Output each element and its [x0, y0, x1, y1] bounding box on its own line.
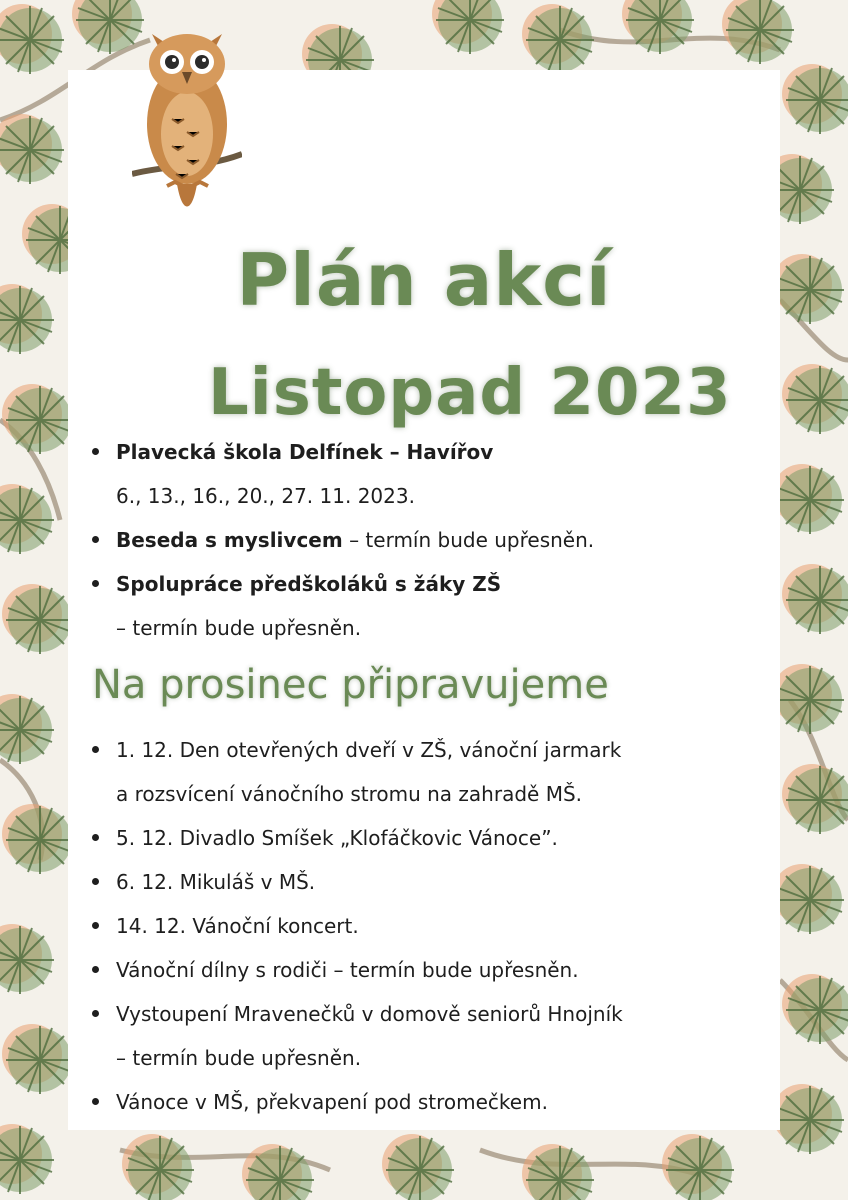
event-text: Vánoce v MŠ, překvapení pod stromečkem. — [116, 1090, 548, 1114]
event-text: Vánoční dílny s rodiči – termín bude upřesněn. — [116, 958, 579, 982]
event-dates: 6., 13., 16., 20., 27. 11. 2023. — [116, 484, 415, 508]
list-item — [92, 518, 772, 562]
owl-on-branch-icon — [132, 14, 242, 224]
list-item — [92, 816, 772, 860]
list-item — [92, 904, 772, 948]
page-subtitle: Listopad 2023 — [208, 356, 732, 430]
event-title: Plavecká škola Delfínek – Havířov — [116, 440, 494, 464]
event-title: Beseda s myslivcem — [116, 528, 343, 552]
page-title: Plán akcí — [236, 238, 612, 322]
december-heading: Na prosinec připravujeme — [92, 662, 609, 708]
event-note: – termín bude upřesněn. — [342, 528, 595, 552]
event-text-continued: a rozsvícení vánočního stromu na zahradě MŠ. — [116, 782, 582, 806]
list-item — [92, 1080, 772, 1124]
list-item — [92, 430, 772, 518]
list-item — [92, 948, 772, 992]
november-events-list — [92, 430, 772, 650]
list-item — [92, 992, 772, 1080]
event-title: Spolupráce předškoláků s žáky ZŠ — [116, 572, 502, 596]
event-text: Vystoupení Mravenečků v domově seniorů Hnojník — [116, 1002, 623, 1026]
list-item — [92, 728, 772, 816]
event-text: 5. 12. Divadlo Smíšek „Klofáčkovic Vánoce”. — [116, 826, 558, 850]
event-text: 1. 12. Den otevřených dveří v ZŠ, vánoční jarmark — [116, 738, 622, 762]
event-text: 14. 12. Vánoční koncert. — [116, 914, 359, 938]
december-events-list — [92, 728, 772, 1124]
event-text-continued: – termín bude upřesněn. — [116, 1046, 362, 1070]
event-note-continued: – termín bude upřesněn. — [116, 616, 362, 640]
list-item — [92, 860, 772, 904]
list-item — [92, 562, 772, 650]
content-panel — [68, 70, 780, 1130]
event-text: 6. 12. Mikuláš v MŠ. — [116, 870, 316, 894]
